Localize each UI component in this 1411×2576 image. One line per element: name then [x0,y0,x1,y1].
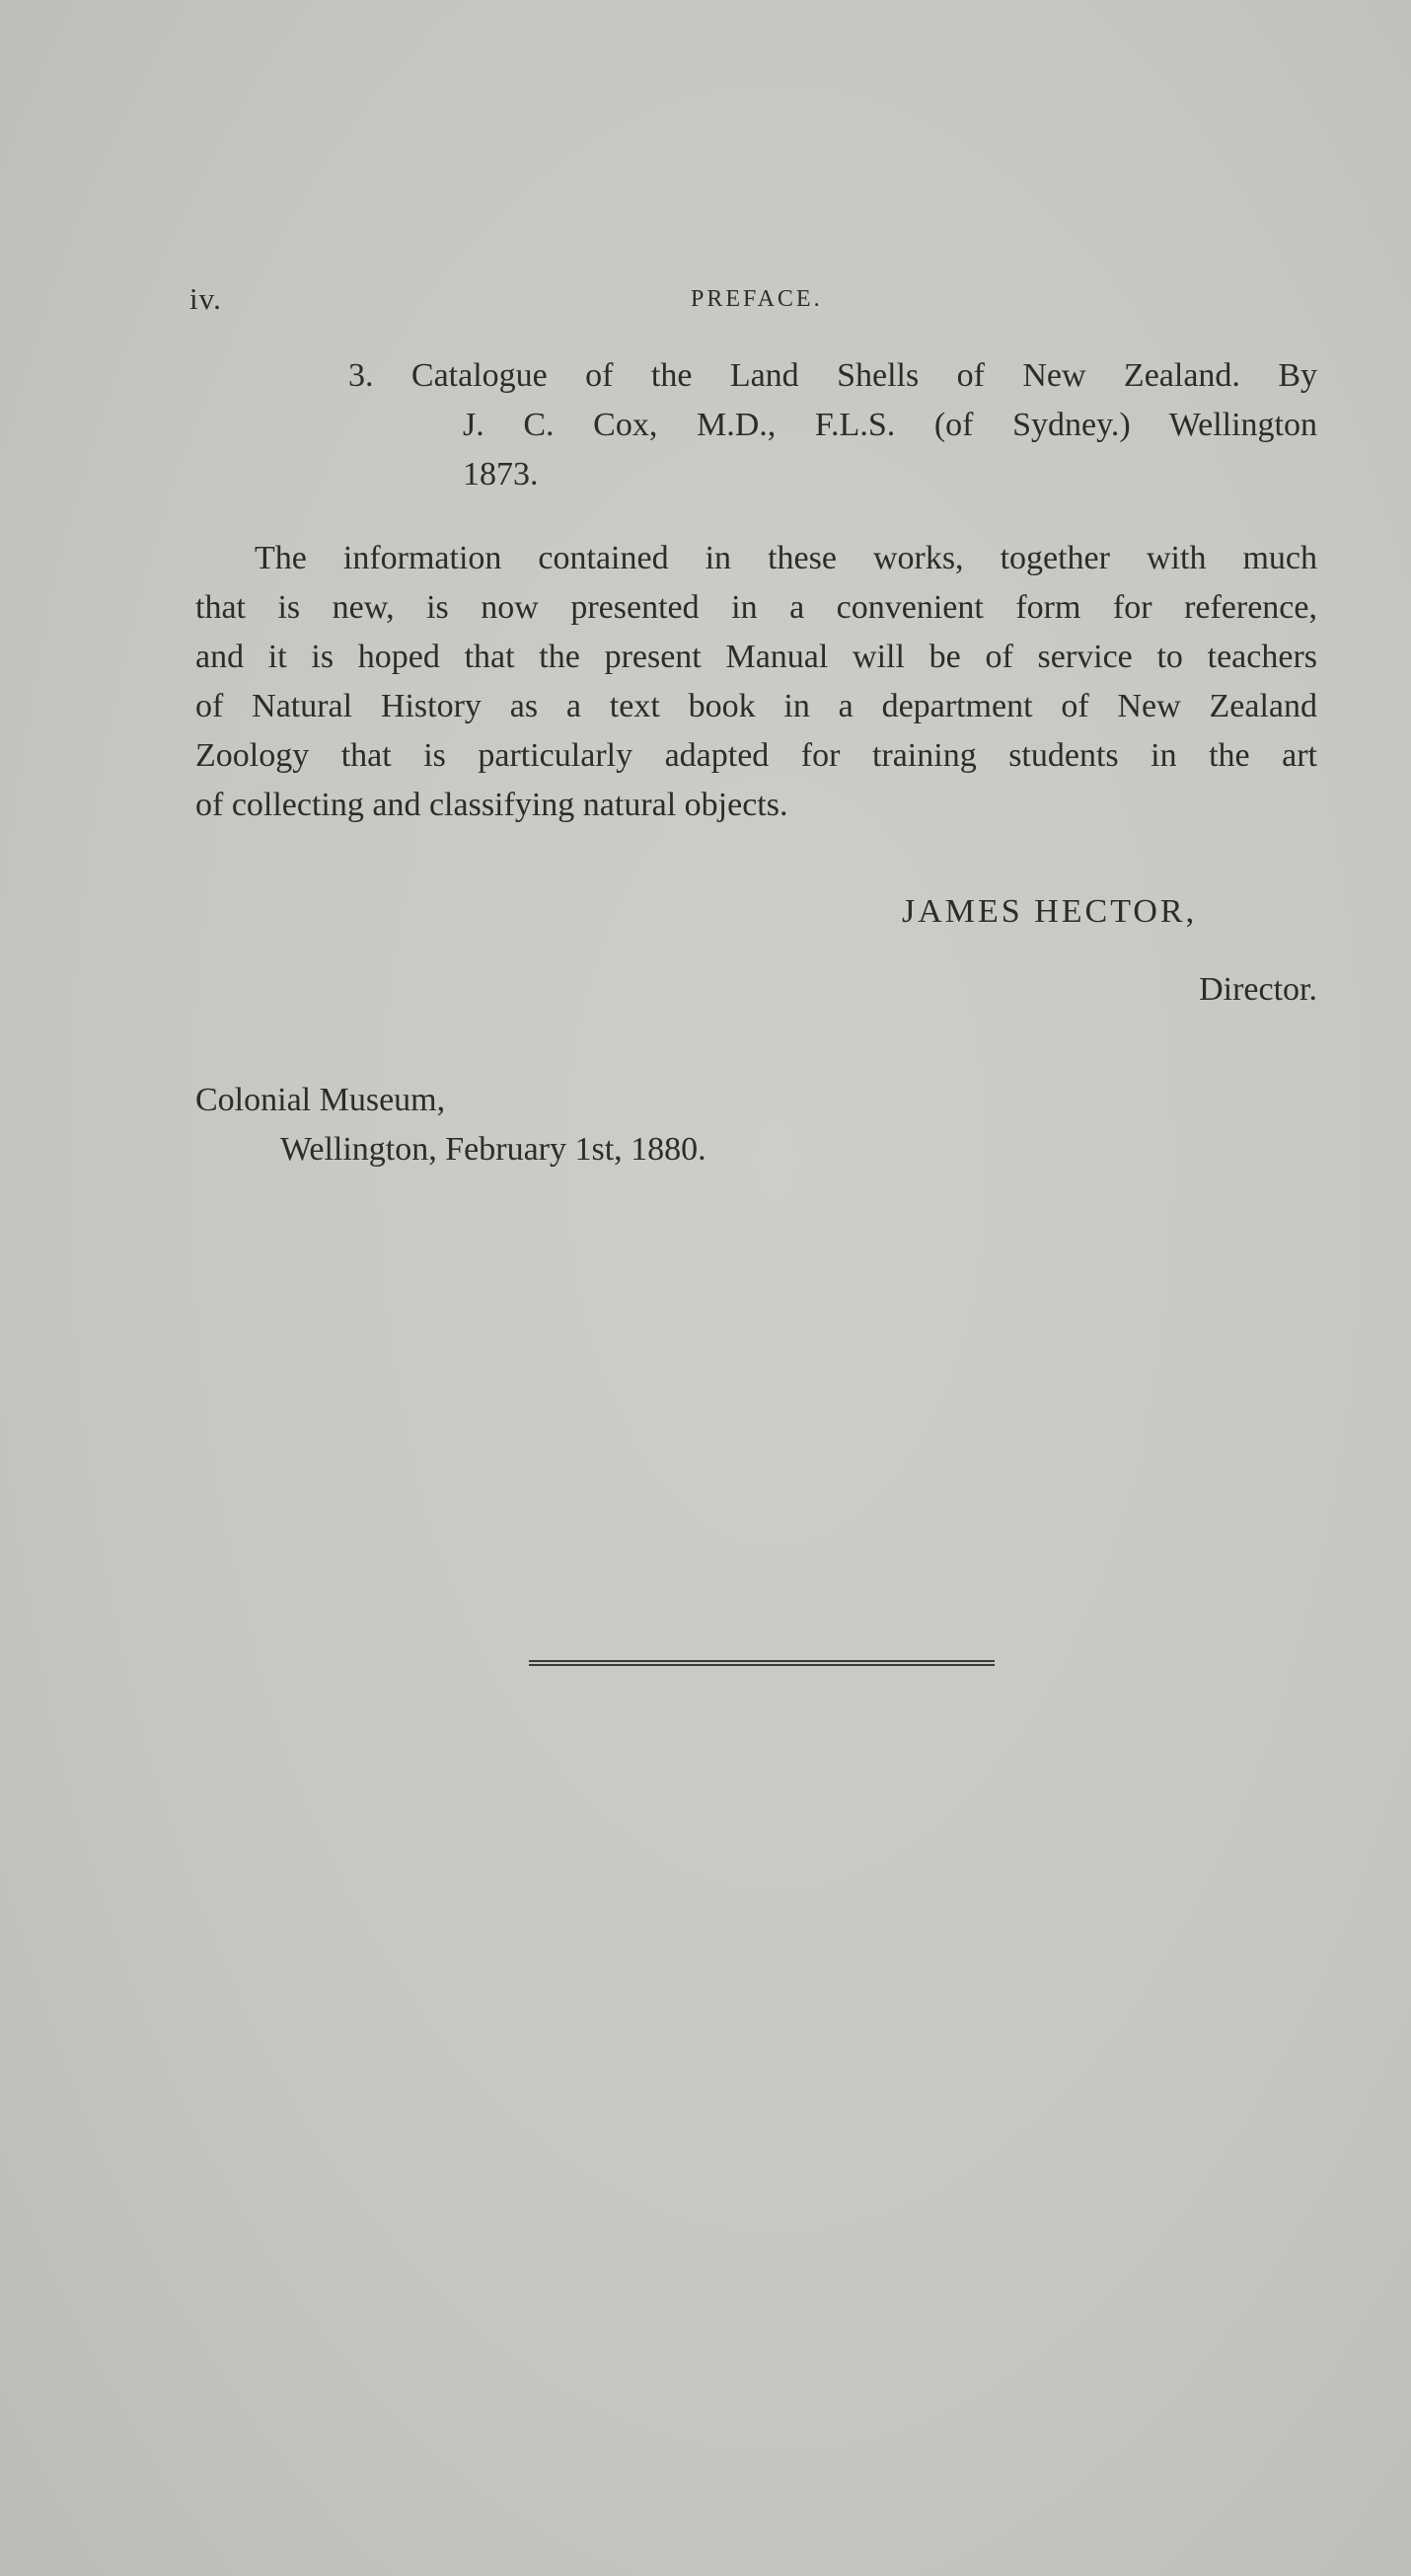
date-line: Wellington, February 1st, 1880. [280,1131,706,1168]
paragraph-line: The information contained in these works, together with much [255,540,1317,576]
catalogue-entry-line-2: J. C. Cox, M.D., F.L.S. (of Sydney.) Wellington [463,407,1317,443]
place-line: Colonial Museum, [195,1082,446,1118]
paragraph-line: Zoology that is particularly adapted for training students in the art [195,737,1317,774]
paragraph-line: of Natural History as a text book in a department of New Zealand [195,688,1317,724]
preface-paragraph [195,534,1317,830]
double-rule-divider [529,1660,995,1666]
place-date [195,1076,706,1174]
page-number: iv. [189,281,222,316]
signature-title: Director. [1199,971,1317,1008]
paragraph-line: of collecting and classifying natural objects. [195,787,788,823]
signature-name: JAMES HECTOR, [902,893,1198,930]
rule-line-top [529,1660,995,1662]
rule-line-bottom [529,1664,995,1666]
paragraph-line: that is new, is now presented in a convenient form for reference, [195,589,1317,626]
catalogue-entry [348,351,1317,499]
paragraph-line: and it is hoped that the present Manual will be of service to teachers [195,639,1317,675]
running-head: PREFACE. [691,286,823,312]
catalogue-entry-line-3: 1873. [463,456,539,492]
catalogue-entry-line-1: 3. Catalogue of the Land Shells of New Zealand. By [348,357,1317,394]
